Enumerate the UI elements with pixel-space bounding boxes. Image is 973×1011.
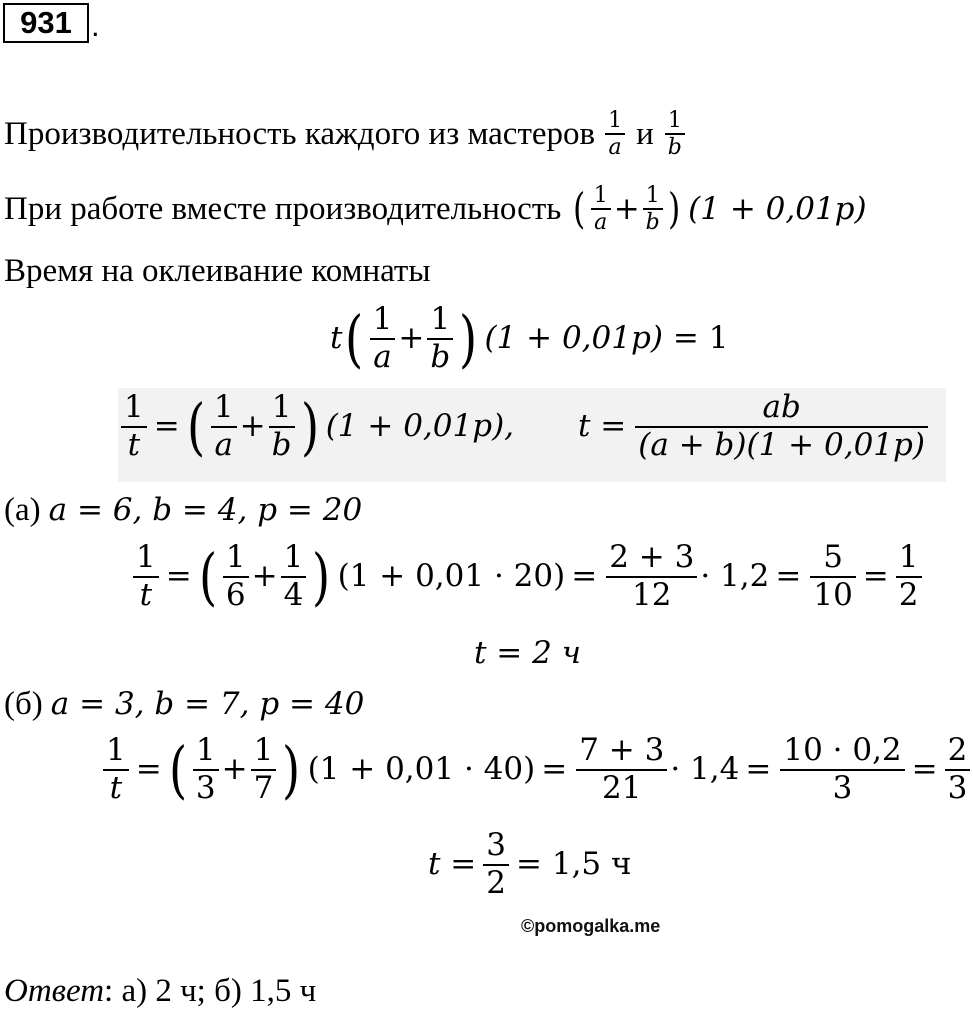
fraction-10-over-21: $\frac{7 + 3}{21}$: [576, 733, 667, 806]
plus-sign: +: [613, 190, 640, 227]
part-a-header: [4, 494, 362, 527]
fraction-1-over-t: $\frac{1}{t}$: [133, 540, 159, 613]
part-b-header: [4, 688, 364, 721]
right-paren: ): [667, 184, 681, 234]
equals-sign: =: [745, 751, 772, 788]
and-word: и: [636, 115, 654, 152]
left-paren: (: [198, 539, 217, 613]
fraction-1-over-a: $\frac{1}{a}$: [370, 302, 396, 375]
left-paren: (: [186, 389, 205, 463]
watermark: ©pomogalka.me: [521, 916, 661, 936]
fraction-5-over-10: $\frac{5}{10}$: [810, 540, 855, 613]
rate-factor: (1 + 0,01 · 20): [337, 558, 566, 595]
fraction-1-over-b: $\frac{1}{b}$: [665, 108, 685, 161]
fraction-2-over-3-intermediate: $\frac{10 \cdot 0,2}{3}$: [780, 733, 904, 806]
part-a-label: (а): [4, 492, 41, 528]
t-equals: t =: [428, 846, 477, 883]
problem-number-dot: .: [91, 8, 100, 43]
fraction-1-over-t: $\frac{1}{t}$: [121, 390, 147, 463]
rate-factor: (1 + 0,01p): [484, 320, 663, 357]
line-productivity-each: [4, 108, 688, 161]
part-b-label: (б): [4, 686, 43, 722]
fraction-1-over-2: $\frac{1}{2}$: [896, 540, 922, 613]
plus-sign: +: [398, 320, 425, 357]
equals-one: = 1: [672, 320, 729, 357]
fraction-1-over-4: $\frac{1}{4}$: [281, 540, 307, 613]
part-b-params: a = 3, b = 7, p = 40: [50, 686, 365, 722]
equals-sign: =: [541, 751, 568, 788]
rate-factor: (1 + 0,01p),: [325, 408, 515, 445]
fraction-t-formula: $\frac{ab}{(a + b)(1 + 0,01p)}$: [635, 390, 928, 463]
right-paren: ): [459, 301, 478, 375]
productivity-each-text: Производительность каждого из мастеров: [4, 115, 596, 152]
fraction-5-over-12: $\frac{2 + 3}{12}$: [606, 540, 697, 613]
equation-work: [330, 302, 728, 375]
part-a-result: t = 2 ч: [474, 635, 582, 671]
equals-sign: =: [153, 408, 180, 445]
var-t: t: [330, 320, 343, 357]
t-equals: t =: [578, 408, 627, 445]
plus-sign: +: [251, 558, 278, 595]
productivity-together-text: При работе вместе производительность: [4, 190, 562, 227]
multiplier: · 1,2: [700, 558, 770, 595]
part-b-equation: [100, 733, 973, 806]
equals-sign: =: [862, 558, 889, 595]
fraction-1-over-6: $\frac{1}{6}$: [223, 540, 249, 613]
fraction-1-over-b: $\frac{1}{b}$: [427, 302, 453, 375]
left-paren: (: [573, 184, 586, 234]
line-time-label: Время на оклеивание комнаты: [4, 253, 431, 289]
rate-factor: (1 + 0,01 · 40): [307, 751, 536, 788]
fraction-1-over-b: $\frac{1}{b}$: [269, 390, 295, 463]
fraction-1-over-a: $\frac{1}{a}$: [211, 390, 237, 463]
answer-text: : а) 2 ч; б) 1,5 ч: [104, 973, 317, 1009]
left-paren: (: [345, 301, 364, 375]
part-b-result: [428, 828, 632, 901]
fraction-1-over-7: $\frac{1}{7}$: [251, 733, 277, 806]
answer-label: Ответ: [4, 973, 105, 1009]
multiplier: · 1,4: [670, 751, 740, 788]
equals-sign: =: [571, 558, 598, 595]
fraction-1-over-a: $\frac{1}{a}$: [591, 183, 611, 236]
part-a-params: a = 6, b = 4, p = 20: [48, 492, 363, 528]
equals-sign: =: [775, 558, 802, 595]
right-paren: ): [282, 732, 301, 806]
fraction-1-over-3: $\frac{1}{3}$: [193, 733, 219, 806]
right-paren: ): [300, 389, 319, 463]
left-paren: (: [168, 732, 187, 806]
fraction-3-over-2: $\frac{3}{2}$: [483, 828, 509, 901]
equation-reciprocal-t: [118, 390, 514, 463]
fraction-1-over-t: $\frac{1}{t}$: [103, 733, 129, 806]
right-paren: ): [312, 539, 331, 613]
plus-sign: +: [221, 751, 248, 788]
fraction-1-over-a: $\frac{1}{a}$: [605, 108, 625, 161]
fraction-1-over-b: $\frac{1}{b}$: [643, 183, 663, 236]
part-a-equation: [130, 540, 925, 613]
answer-line: [4, 975, 316, 1008]
fraction-2-over-3: $\frac{2}{3}$: [945, 733, 971, 806]
equals-sign: =: [135, 751, 162, 788]
line-productivity-together: [4, 183, 867, 236]
equals-sign: =: [911, 751, 938, 788]
equals-sign: =: [165, 558, 192, 595]
rate-factor: (1 + 0,01p): [688, 190, 867, 227]
result-value: = 1,5 ч: [516, 846, 632, 883]
problem-number: 931: [3, 3, 89, 43]
equation-t-formula: [578, 390, 931, 463]
plus-sign: +: [239, 408, 266, 445]
